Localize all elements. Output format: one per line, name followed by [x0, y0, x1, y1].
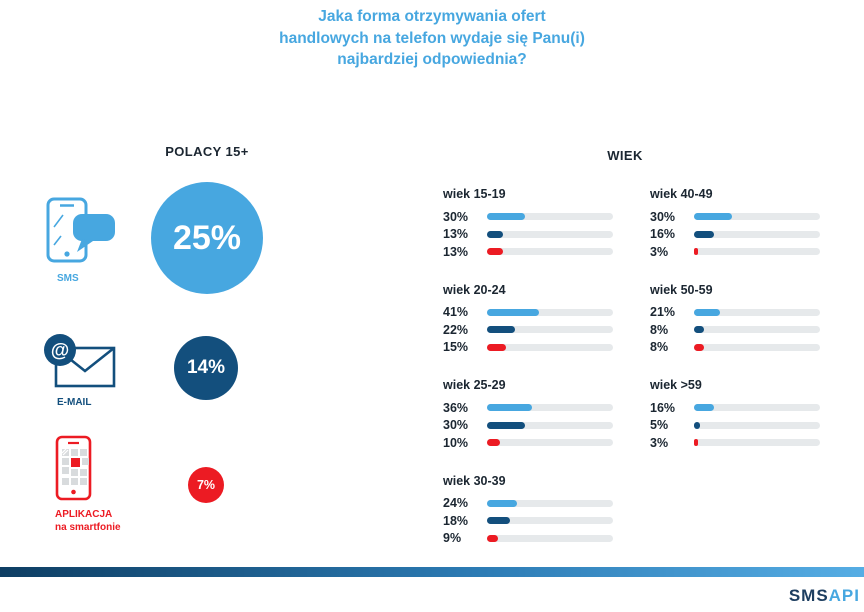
bar-fill [487, 439, 500, 446]
channel-sms [46, 197, 118, 285]
channel-app-label: APLIKACJA [55, 509, 113, 520]
bar-fill [694, 248, 698, 255]
bar-value-label: 9% [443, 531, 462, 546]
bar-value-label: 30% [443, 418, 469, 433]
bar-row [650, 434, 826, 452]
bar-track [694, 248, 820, 255]
bar-fill [487, 344, 506, 351]
bar-row [443, 243, 619, 261]
age-group-label: wiek 50-59 [650, 282, 713, 297]
bar-track [487, 535, 613, 542]
bar-track [694, 231, 820, 238]
sms-phone-icon [46, 197, 118, 267]
age-group [650, 283, 826, 357]
bar-fill [694, 344, 704, 351]
bar-value-label: 3% [650, 244, 669, 259]
title-line-1: Jaka forma otrzymywania ofert [318, 8, 546, 25]
bar-row [443, 226, 619, 244]
bar-row [443, 512, 619, 530]
bar-fill [694, 439, 698, 446]
bar-track [487, 404, 613, 411]
bar-track [487, 309, 613, 316]
bar-value-label: 24% [443, 496, 469, 511]
bar-track [487, 326, 613, 333]
bar-fill [487, 500, 517, 507]
bar-row [443, 399, 619, 417]
bar-value-label: 3% [650, 435, 669, 450]
channel-app [55, 435, 121, 534]
bar-row [650, 321, 826, 339]
age-groups-column-left [443, 187, 619, 569]
age-group [443, 378, 619, 452]
bar-track [694, 439, 820, 446]
bar-value-label: 18% [443, 513, 469, 528]
bar-fill [487, 517, 510, 524]
footer-gradient-bar [0, 567, 864, 577]
bar-row [443, 321, 619, 339]
bar-track [487, 344, 613, 351]
age-groups-column-right [650, 187, 826, 474]
email-envelope-icon [43, 333, 121, 389]
age-group-label: wiek 25-29 [443, 378, 506, 392]
bar-track [694, 344, 820, 351]
bar-row [650, 339, 826, 357]
bar-row [443, 495, 619, 513]
bar-row [650, 399, 826, 417]
age-group [650, 187, 826, 261]
bar-fill [487, 309, 539, 316]
bar-track [487, 439, 613, 446]
bar-row [650, 226, 826, 244]
email-percentage-circle: 14% [174, 336, 238, 400]
bar-value-label: 15% [443, 340, 469, 355]
bar-value-label: 13% [443, 227, 469, 242]
bar-track [694, 326, 820, 333]
age-group-label: wiek 20-24 [443, 282, 506, 297]
bar-row [443, 434, 619, 452]
title-line-2: handlowych na telefon wydaje się Panu(i) [279, 29, 585, 47]
bar-fill [694, 422, 700, 429]
channel-email-label: E-MAIL [57, 397, 92, 408]
bar-track [487, 422, 613, 429]
bar-fill [487, 535, 498, 542]
bar-value-label: 10% [443, 435, 469, 450]
smsapi-logo [768, 586, 860, 606]
smsapi-logo-sms: SMS [788, 586, 829, 605]
age-group [443, 474, 619, 548]
bar-value-label: 21% [650, 305, 676, 320]
bar-fill [694, 326, 704, 333]
bar-fill [487, 326, 515, 333]
chart-title: WIEK [607, 148, 643, 163]
smartphone-app-icon [55, 435, 95, 503]
bar-fill [487, 248, 503, 255]
bar-row [650, 243, 826, 261]
bar-value-label: 8% [650, 340, 669, 355]
channel-app-sublabel: na smartfonie [55, 522, 121, 533]
bar-track [487, 517, 613, 524]
age-group-label: wiek 40-49 [650, 187, 713, 201]
bar-value-label: 36% [443, 400, 469, 415]
bar-track [694, 422, 820, 429]
age-group [443, 187, 619, 261]
bar-track [694, 309, 820, 316]
bar-value-label: 30% [650, 209, 676, 224]
age-group-label: wiek 30-39 [443, 473, 506, 488]
bar-value-label: 16% [650, 400, 676, 415]
bar-track [487, 248, 613, 255]
channel-email [43, 333, 121, 409]
age-group [443, 283, 619, 357]
svg-text:@: @ [50, 340, 70, 362]
age-group-label: wiek 15-19 [443, 187, 506, 201]
bar-row [650, 304, 826, 322]
bar-row [443, 339, 619, 357]
bar-track [694, 213, 820, 220]
bar-value-label: 16% [650, 227, 676, 242]
sms-percentage-circle: 25% [151, 182, 263, 294]
bar-fill [487, 213, 525, 220]
app-percentage-circle: 7% [188, 467, 224, 503]
title-line-3: najbardziej odpowiednia? [337, 51, 527, 68]
bar-value-label: 41% [443, 305, 469, 320]
bar-value-label: 8% [650, 322, 669, 337]
bar-track [487, 213, 613, 220]
smsapi-logo-api: API [828, 586, 860, 605]
bar-fill [487, 422, 525, 429]
bar-fill [694, 231, 714, 238]
bar-fill [694, 404, 714, 411]
bar-track [694, 404, 820, 411]
page-title [0, 6, 864, 71]
bar-row [443, 304, 619, 322]
bar-value-label: 30% [443, 209, 469, 224]
bar-value-label: 13% [443, 244, 469, 259]
bar-row [650, 208, 826, 226]
bar-value-label: 22% [443, 322, 469, 337]
bar-fill [694, 213, 732, 220]
bar-value-label: 5% [650, 418, 669, 433]
age-group-label: wiek >59 [650, 378, 702, 392]
bar-row [443, 417, 619, 435]
bar-row [443, 530, 619, 548]
bar-fill [694, 309, 720, 316]
channel-sms-label: SMS [57, 273, 79, 284]
bar-fill [487, 231, 503, 238]
bar-row [443, 208, 619, 226]
age-group [650, 378, 826, 452]
bar-row [650, 417, 826, 435]
bar-fill [487, 404, 532, 411]
bar-track [487, 231, 613, 238]
left-section-heading: POLACY 15+ [165, 144, 249, 159]
bar-track [487, 500, 613, 507]
